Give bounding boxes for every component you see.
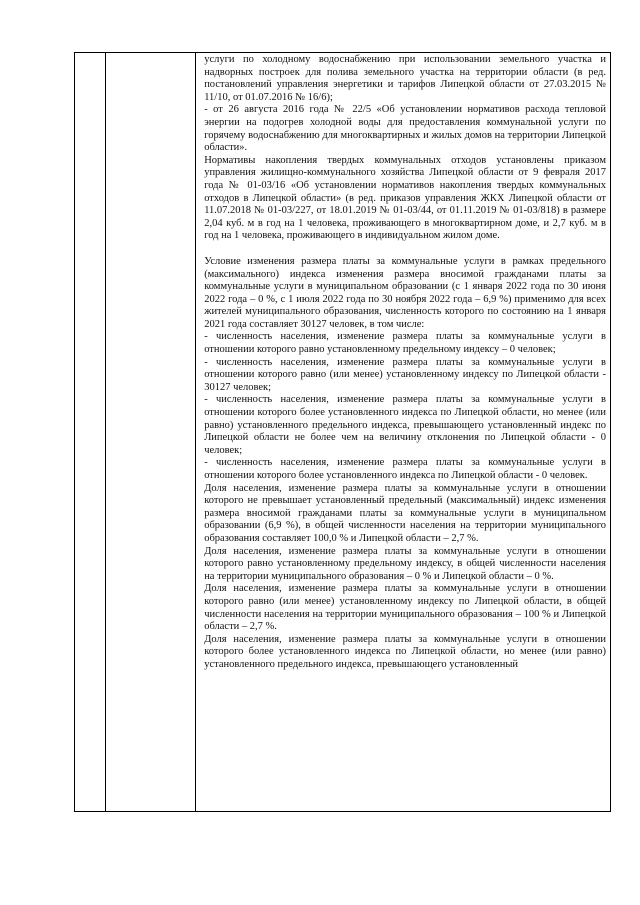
paragraph: - численность населения, изменение размера платы за коммунальные услуги в отношении которого равно (или менее) установленному индексу по Липецкой области - 30127 человек; [204, 356, 606, 393]
paragraph: Доля населения, изменение размера платы за коммунальные услуги в отношении которого равно (или менее) установленному индексу по Липецкой области, в общей численности населения на территории муниципального образования – 100 % и Липецкой области – 2,7 %. [204, 583, 606, 633]
paragraph: Доля населения, изменение размера платы за коммунальные услуги в отношении которого не превышает установленный предельный (максимальный) индекс изменения размера вносимой гражданами платы за коммунальные услуги в муниципальном образовании (6,9 %), в общей численности населения на территории муниципального образования составляет 100,0 % и Липецкой области – 2,7 %. [204, 482, 606, 544]
document-table [74, 52, 611, 812]
paragraph: - от 26 августа 2016 года № 22/5 «Об установлении нормативов расхода тепловой энергии на подогрев холодной воды для предоставления коммунальной услуги по горячему водоснабжению для многоквартирных и жилых домов на территории Липецкой области». [204, 104, 606, 154]
paragraph: Доля населения, изменение размера платы за коммунальные услуги в отношении которого более установленного индекса по Липецкой области, но менее (или равно) установленного предельного индекса, превышающего установленный [204, 633, 606, 670]
paragraph: - численность населения, изменение размера платы за коммунальные услуги в отношении которого более установленного индекса по Липецкой области, но менее (или равно) установленного предельного индекса, превышающего установленный индекс по Липецкой области не более чем на величину отклонения по Липецкой области - 0 человек; [204, 394, 606, 456]
paragraph: услуги по холодному водоснабжению при использовании земельного участка и надворных построек для полива земельного участка на территории области (в ред. постановлений управления энергетики и тарифов Липецкой области от 27.03.2015 № 11/10, от 01.07.2016 № 16/6); [204, 54, 606, 103]
number-cell [75, 53, 106, 812]
paragraph: - численность населения, изменение размера платы за коммунальные услуги в отношении которого более установленного индекса по Липецкой области - 0 человек. [204, 457, 606, 481]
paragraph: Условие изменения размера платы за коммунальные услуги в рамках предельного (максимального) индекса изменения размера вносимой гражданами платы за коммунальные услуги в муниципальном образовании (с 1 января 2022 года по 30 июня 2022 года – 0 %, с 1 июля 2022 года по 30 ноября 2022 года – 6,9 %) применимо для всех жителей муниципального образования, численность которого по состоянию на 1 января 2021 года составляет 30127 человек, в том числе: [204, 255, 606, 330]
content-cell [196, 53, 611, 812]
content-text [196, 53, 610, 672]
paragraph: Нормативы накопления твердых коммунальных отходов установлены приказом управления жилищно-коммунального хозяйства Липецкой области от 9 февраля 2017 года № 01-03/16 «Об установлении нормативов накопления твердых коммунальных отходов в Липецкой области» (в ред. приказов управления ЖКХ Липецкой области от 11.07.2018 № 01-03/227, от 18.01.2019 № 01-03/44, от 01.11.2019 № 01-03/818) в размере 2,04 куб. м в год на 1 человека, проживающего в многоквартирном доме, и 2,7 куб. м в год на 1 человека, проживающего в индивидуальном жилом доме. [204, 154, 606, 242]
paragraph: - численность населения, изменение размера платы за коммунальные услуги в отношении которого равно установленному предельному индексу – 0 человек; [204, 331, 606, 356]
paragraph: Доля населения, изменение размера платы за коммунальные услуги в отношении которого равно установленному предельному индексу, в общей численности населения на территории муниципального образования – 0 % и Липецкой области – 0 %. [204, 545, 606, 582]
table-row [75, 53, 611, 812]
label-cell [105, 53, 195, 812]
